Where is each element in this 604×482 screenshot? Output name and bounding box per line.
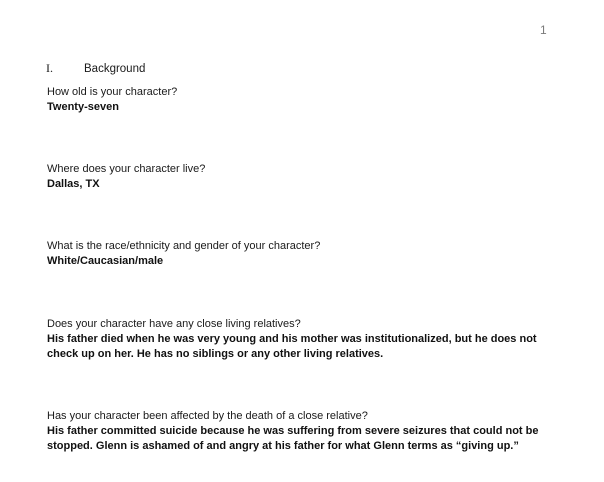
question-block-relatives (47, 317, 557, 362)
question-text: How old is your character? (47, 86, 178, 98)
section-numeral: I. (46, 61, 53, 75)
question-block-location (47, 162, 557, 192)
question-block-death-of-relative (47, 409, 557, 454)
answer-text: White/Caucasian/male (47, 255, 164, 267)
question-text: Does your character have any close living relatives? (47, 318, 301, 330)
answer-text: His father died when he was very young and his mother was institutionalized, but he does not check up on her. He has no siblings or any other living relatives. (47, 333, 537, 360)
answer-text: Dallas, TX (47, 178, 100, 190)
question-text: Where does your character live? (47, 163, 206, 175)
question-text: What is the race/ethnicity and gender of your character? (47, 240, 321, 252)
section-title: Background (84, 63, 146, 75)
question-block-race-gender (47, 239, 557, 269)
answer-text: His father committed suicide because he was suffering from severe seizures that could not be stopped. Glenn is ashamed of and angry at his father for what Glenn terms as “giving up.” (47, 425, 539, 452)
page-number: 1 (540, 23, 547, 37)
question-text: Has your character been affected by the death of a close relative? (47, 410, 368, 422)
question-block-age (47, 85, 557, 115)
answer-text: Twenty-seven (47, 101, 119, 113)
section-heading (46, 61, 145, 76)
